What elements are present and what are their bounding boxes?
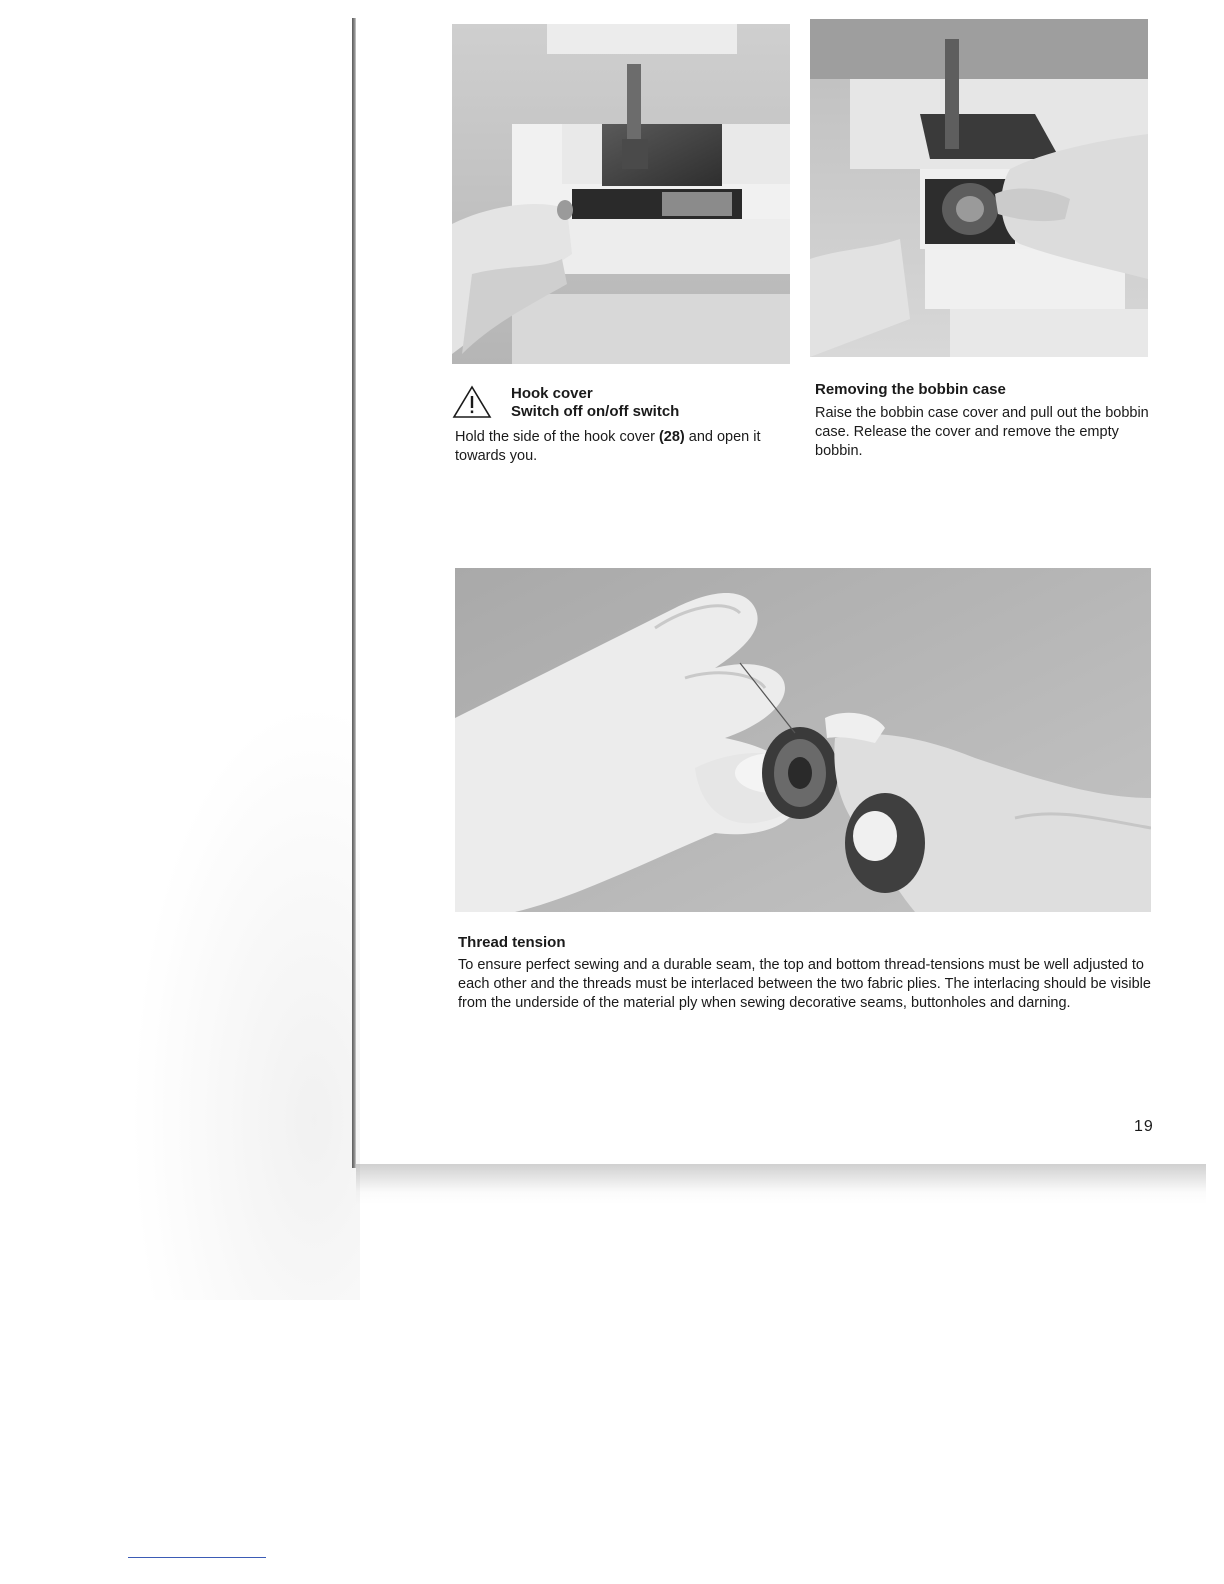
hook-cover-body-start: Hold the side of the hook cover [455, 429, 659, 445]
photo-thread-tension-bobbin [455, 568, 1151, 912]
page-number: 19 [1134, 1118, 1154, 1135]
hook-cover-body [455, 428, 800, 466]
hook-cover-title: Hook cover [511, 385, 593, 402]
bobbin-case-title: Removing the bobbin case [815, 381, 1006, 398]
footer-rule [128, 1557, 266, 1558]
hook-cover-part-reference: (28) [658, 429, 685, 445]
thread-tension-section [458, 934, 1158, 1013]
warning-triangle-icon [452, 385, 492, 419]
thread-tension-title: Thread tension [458, 934, 566, 951]
photo-opening-hook-cover [452, 24, 790, 364]
hook-cover-body-end: and open it towards you. [455, 429, 761, 464]
bobbin-case-section [815, 381, 1150, 461]
thread-tension-body: To ensure perfect sewing and a durable seam, the top and bottom thread-tensions must be well adjusted to each other and the threads must be interlaced between the two fabric plies. The interlacing should be visible from the underside of the material ply when sewing decorative seams, buttonholes and darning. [458, 957, 1151, 1011]
page-shadow-haze [130, 700, 360, 1300]
bobbin-case-body: Raise the bobbin case cover and pull out the bobbin case. Release the cover and remove the empty bobbin. [815, 405, 1149, 459]
hook-cover-headings [511, 385, 679, 421]
switch-off-title: Switch off on/off switch [511, 403, 680, 420]
photo-removing-bobbin-case [810, 19, 1148, 357]
page-binding-edge [352, 18, 356, 1168]
page-bottom-shadow [356, 1164, 1206, 1204]
